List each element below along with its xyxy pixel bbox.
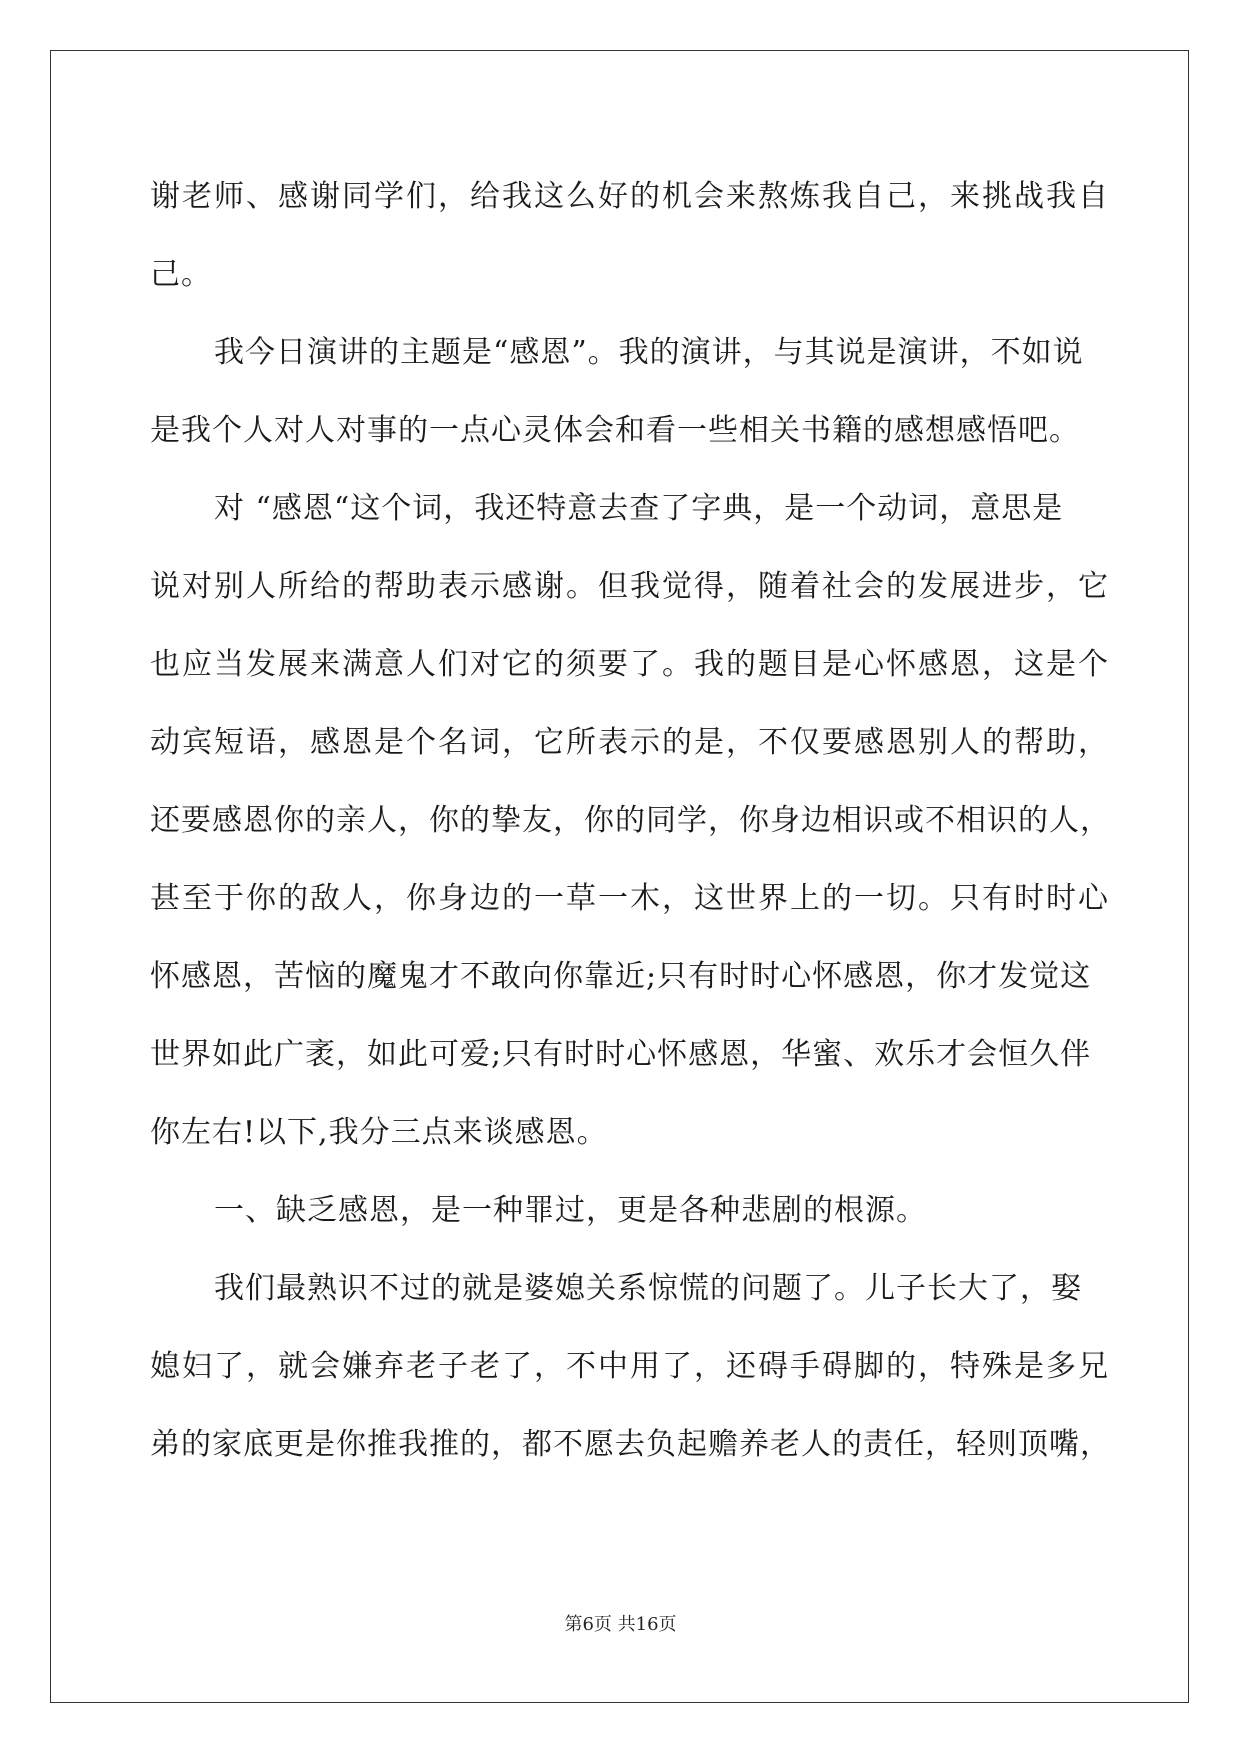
text-line: 你左右!以下,我分三点来谈感恩。 xyxy=(150,1115,608,1150)
text-line: 动宾短语，感恩是个名词，它所表示的是，不仅要感恩别人的帮助， xyxy=(150,725,1110,760)
section-heading: 一、缺乏感恩，是一种罪过，更是各种悲剧的根源。 xyxy=(214,1193,927,1228)
page-number-footer: 第6页 共16页 xyxy=(564,1614,677,1635)
text-line: 也应当发展来满意人们对它的须要了。我的题目是心怀感恩，这是个 xyxy=(150,647,1110,682)
paragraph-start-line: 对 “感恩“这个词，我还特意去查了字典，是一个动词，意思是 xyxy=(214,491,1064,526)
text-line: 说对别人所给的帮助表示感谢。但我觉得，随着社会的发展进步，它 xyxy=(150,569,1110,604)
text-line: 弟的家底更是你推我推的，都不愿去负起赡养老人的责任，轻则顶嘴， xyxy=(150,1427,1111,1462)
text-line: 还要感恩你的亲人，你的挚友，你的同学，你身边相识或不相识的人， xyxy=(150,803,1111,838)
text-line: 世界如此广袤，如此可爱;只有时时心怀感恩，华蜜、欢乐才会恒久伴 xyxy=(150,1037,1092,1072)
text-line: 己。 xyxy=(150,257,212,292)
paragraph-start-line: 我们最熟识不过的就是婆媳关系惊慌的问题了。儿子长大了，娶 xyxy=(214,1271,1082,1306)
paragraph-start-line: 我今日演讲的主题是“感恩”。我的演讲，与其说是演讲，不如说 xyxy=(214,335,1084,370)
text-line: 媳妇了，就会嫌弃老子老了，不中用了，还碍手碍脚的，特殊是多兄 xyxy=(150,1349,1110,1384)
text-line: 甚至于你的敌人，你身边的一草一木，这世界上的一切。只有时时心 xyxy=(150,881,1110,916)
document-body xyxy=(150,158,1111,1484)
text-line: 是我个人对人对事的一点心灵体会和看一些相关书籍的感想感悟吧。 xyxy=(150,413,1080,448)
text-line: 谢老师、感谢同学们，给我这么好的机会来熬炼我自己，来挑战我自 xyxy=(150,179,1110,214)
text-line: 怀感恩，苦恼的魔鬼才不敢向你靠近;只有时时心怀感恩，你才发觉这 xyxy=(150,959,1092,994)
